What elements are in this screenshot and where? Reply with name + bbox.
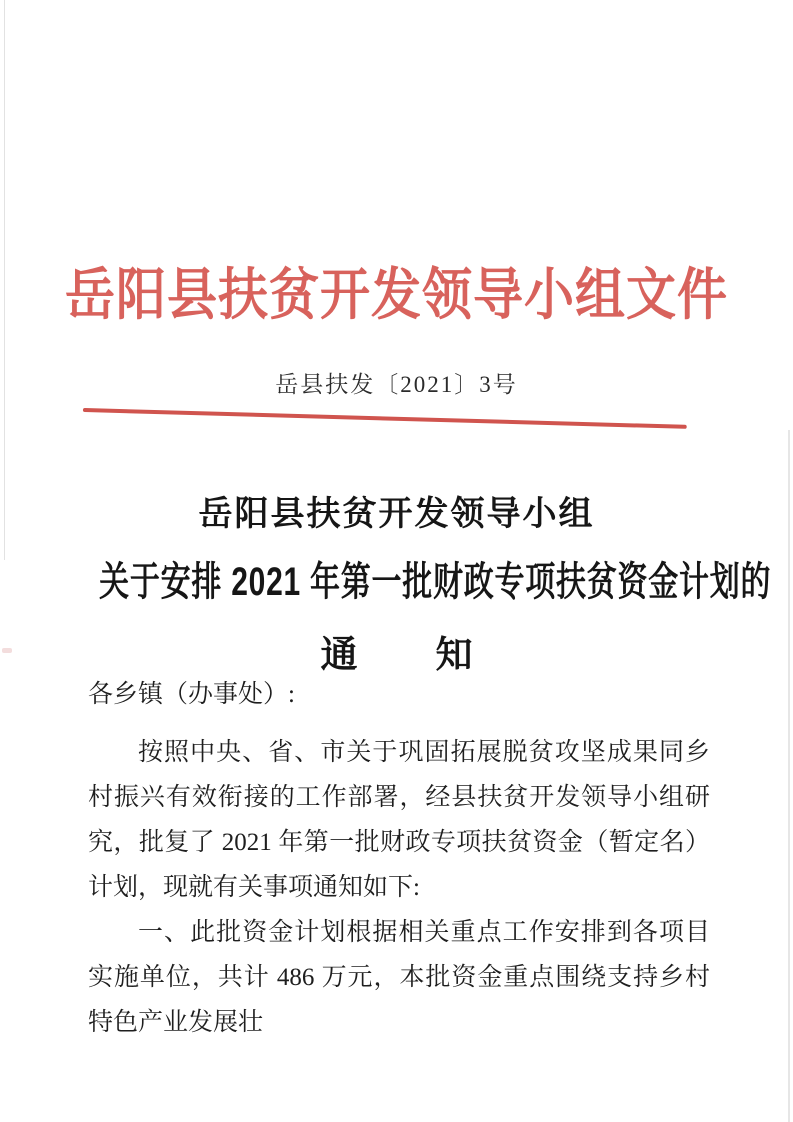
notice-title-char-zhi: 知 — [435, 634, 473, 675]
salutation-line: 各乡镇（办事处）: — [88, 681, 295, 708]
body-paragraph-2: 一、此批资金计划根据相关重点工作安排到各项目实施单位，共计 486 万元，本批资金重点围绕支持乡村特色产业发展壮 — [88, 919, 710, 1036]
notice-title-line3 — [0, 624, 793, 678]
document-body — [88, 672, 710, 1045]
notice-title-line2: 关于安排 2021 年第一批财政专项扶贫资金计划的 — [99, 560, 772, 604]
document-number: 岳县扶发〔2021〕3号 — [275, 372, 518, 397]
notice-title-char-tong: 通 — [320, 634, 358, 675]
notice-title-block — [0, 486, 793, 678]
document-header-title: 岳阳县扶贫开发领导小组文件 — [65, 263, 728, 327]
red-divider-rule — [83, 408, 687, 429]
body-paragraph-1: 按照中央、省、市关于巩固拓展脱贫攻坚成果同乡村振兴有效衔接的工作部署，经县扶贫开发领导小组研究，批复了 2021 年第一批财政专项扶贫资金（暂定名）计划，现就有关事项通知如下: — [88, 739, 710, 901]
notice-title-line1: 岳阳县扶贫开发领导小组 — [198, 495, 595, 533]
